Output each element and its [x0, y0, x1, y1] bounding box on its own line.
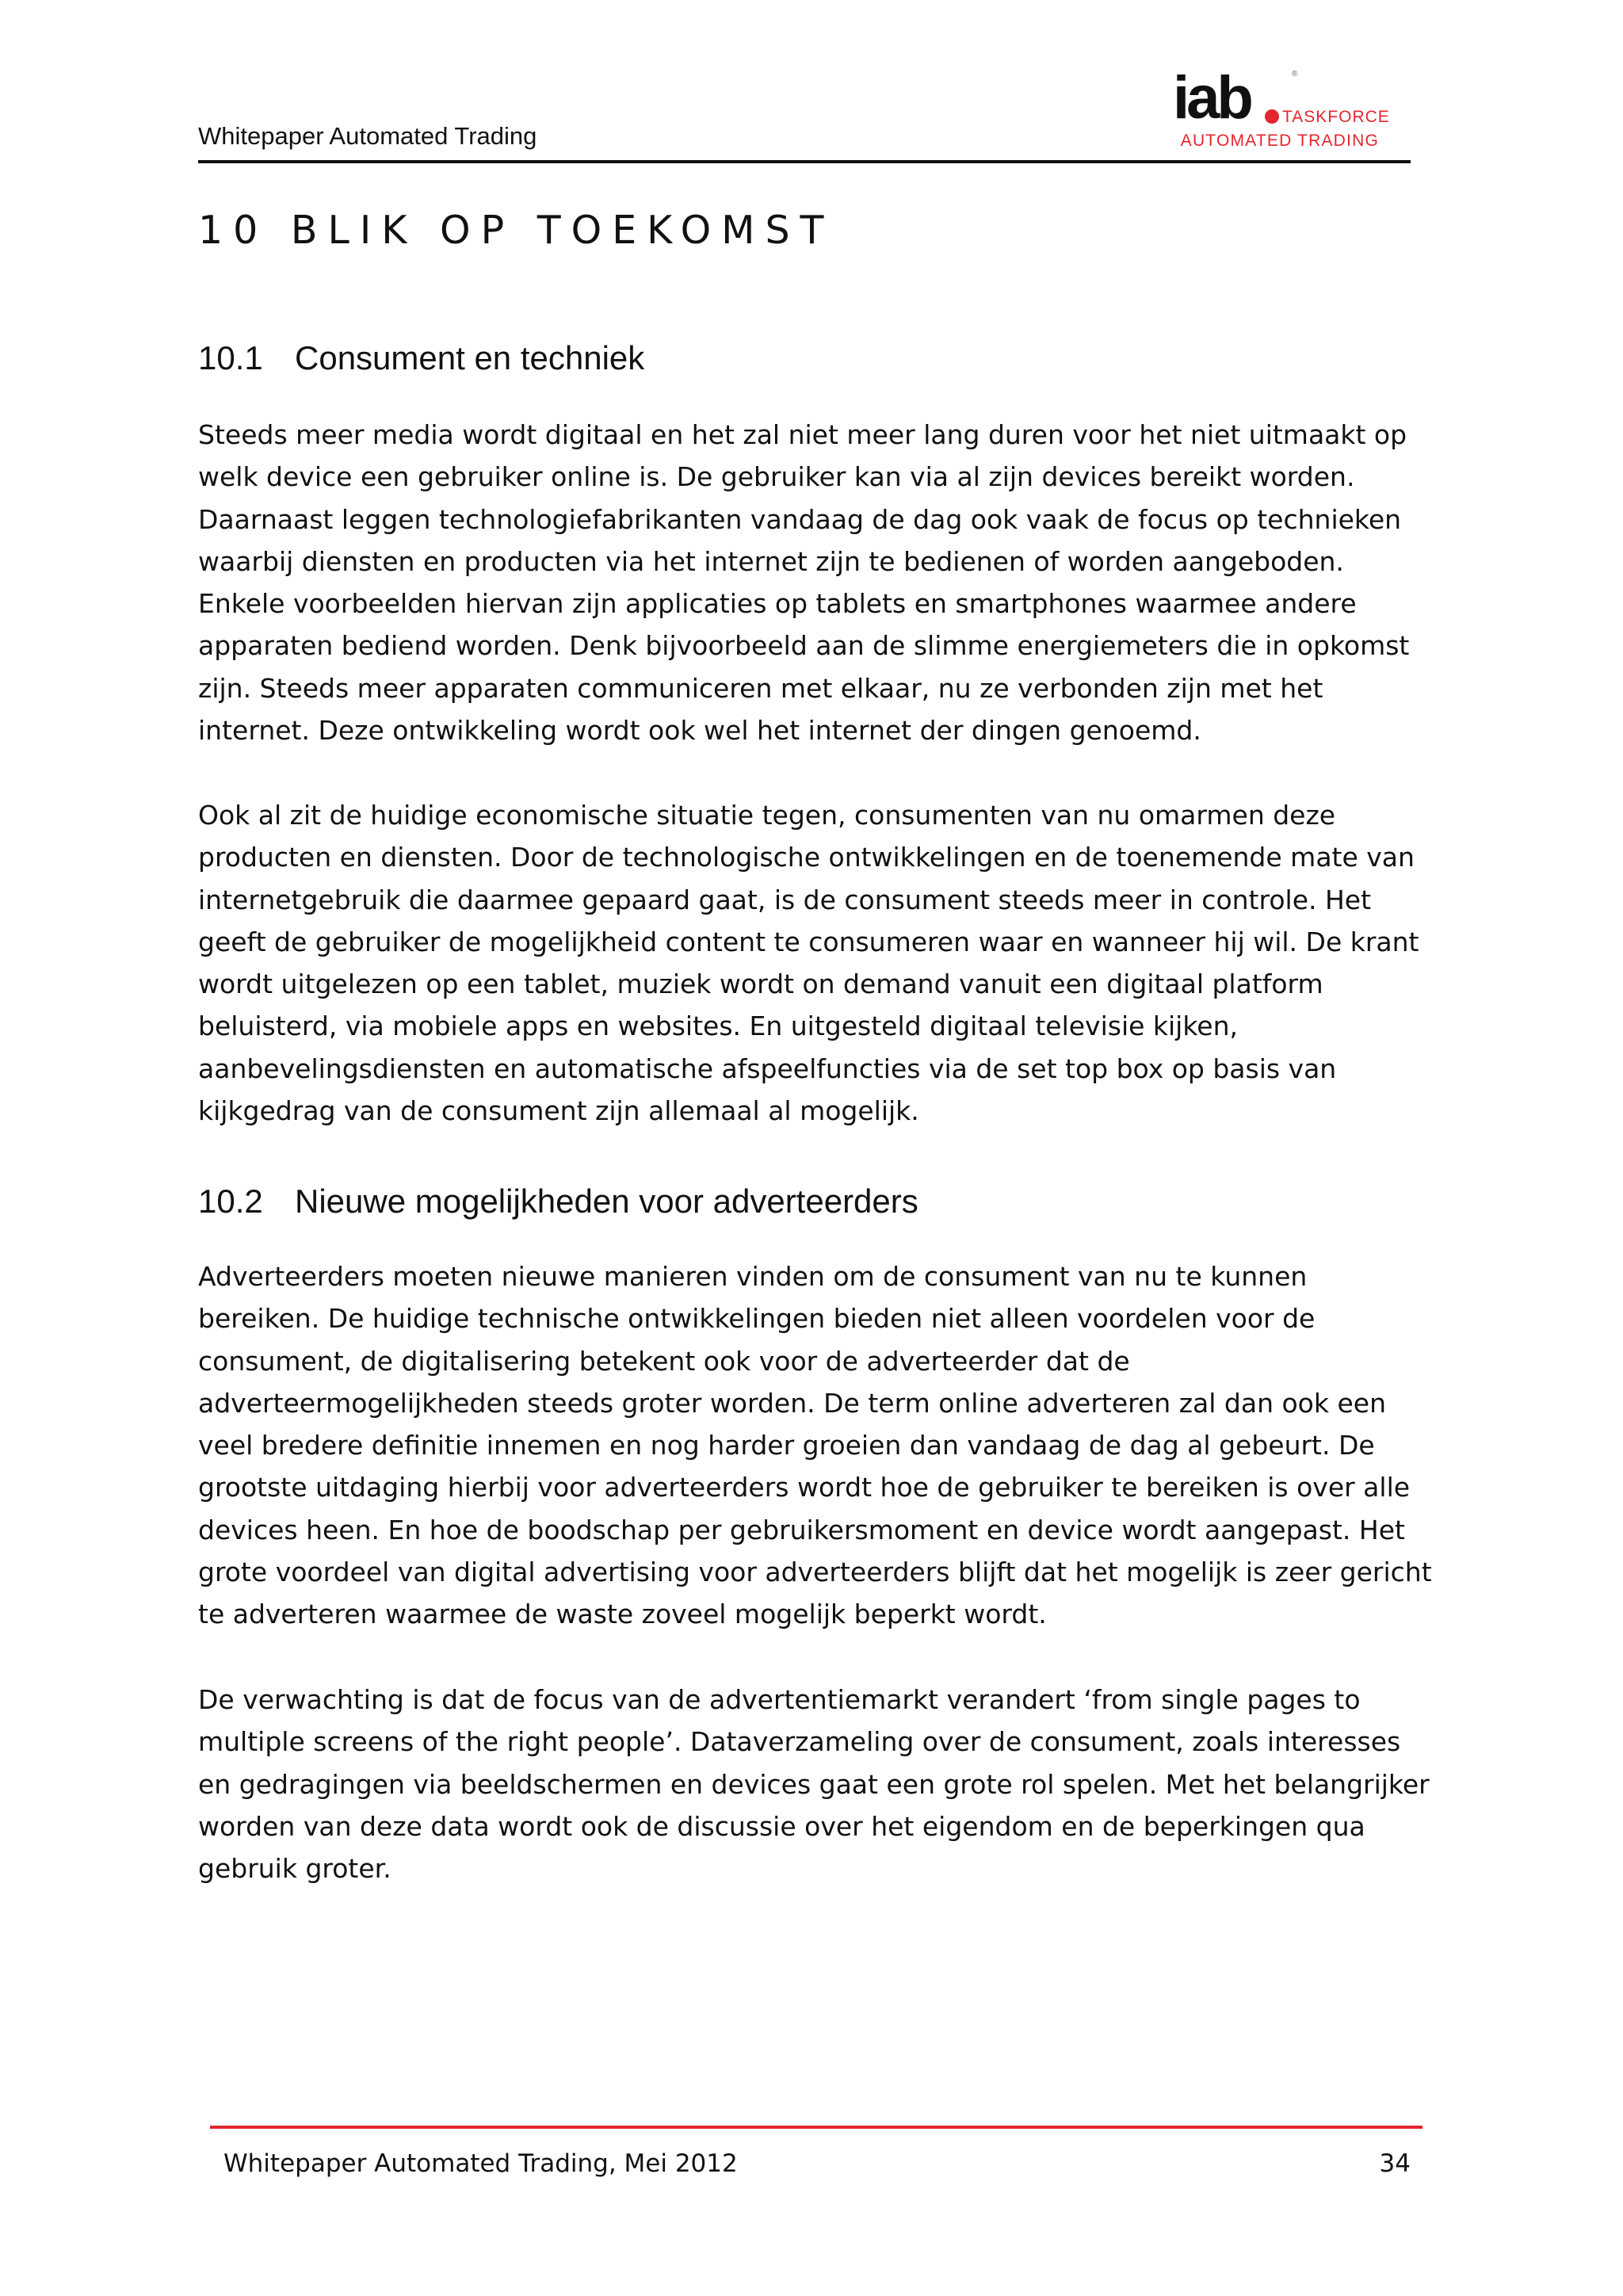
section-heading-10-1	[198, 339, 644, 377]
logo-registered-mark: ®	[1292, 70, 1298, 78]
page-number: 34	[1379, 2149, 1411, 2178]
paragraph: Steeds meer media wordt digitaal en het zal niet meer lang duren voor het niet uitmaakt op welk device een gebruiker online is. De gebruiker kan via al zijn devices bereikt worden. Daarnaast leggen technologiefabrikanten vandaag de dag ook vaak de focus op technieken waarbij diensten en producten via het internet zijn te bedienen of worden aangeboden. Enkele voorbeelden hiervan zijn applicaties op tablets en smartphones waarmee andere apparaten bediend worden. Denk bijvoorbeeld aan de slimme energiemeters die in opkomst zijn. Steeds meer apparaten communiceren met elkaar, nu ze verbonden zijn met het internet. Deze ontwikkeling wordt ook wel het internet der dingen genoemd.	[198, 419, 1410, 747]
footer-document-title: Whitepaper Automated Trading, Mei 2012	[223, 2149, 738, 2178]
iab-taskforce-logo	[1173, 64, 1403, 155]
logo-automated-trading-text: AUTOMATED TRADING	[1180, 132, 1379, 150]
logo-dot-icon	[1265, 109, 1279, 124]
logo-taskforce-text: TASKFORCE	[1282, 108, 1390, 126]
paragraph: Adverteerders moeten nieuwe manieren vinden om de consument van nu te kunnen bereiken. De huidige technische ontwikkelingen bieden niet alleen voordelen voor de consument, de digitalisering betekent ook voor de adverteerder dat de adverteermogelijkheden steeds groter worden. De term online adverteren zal dan ook een veel bredere definitie innemen en nog harder groeien dan vandaag de dag al gebeurt. De grootste uitdaging hierbij voor adverteerders wordt hoe de gebruiker te bereiken is over alle devices heen. En hoe de boodschap per gebruikersmoment en device wordt aangepast. Het grote voordeel van digital advertising voor adverteerders blijft dat het mogelijk is zeer gericht te adverteren waarmee de waste zoveel mogelijk beperkt wordt.	[198, 1261, 1432, 1630]
section-title-text: Nieuwe mogelijkheden voor adverteerders	[295, 1182, 918, 1220]
footer-divider	[210, 2126, 1423, 2129]
section-number: 10.2	[198, 1182, 263, 1220]
section-title-text: Consument en techniek	[295, 339, 645, 376]
section-number: 10.1	[198, 339, 263, 376]
logo-wordmark: iab	[1173, 64, 1251, 132]
section-heading-10-2	[198, 1182, 918, 1221]
page-header	[198, 63, 1411, 163]
header-title: Whitepaper Automated Trading	[198, 122, 537, 150]
header-divider	[198, 160, 1411, 163]
paragraph: Ook al zit de huidige economische situatie tegen, consumenten van nu omarmen deze producten en diensten. Door de technologische ontwikkelingen en de toenemende mate van internetgebruik die daarmee gepaard gaat, is de consument steeds meer in controle. Het geeft de gebruiker de mogelijkheid content te consumeren waar en wanneer hij wil. De krant wordt uitgelezen op een tablet, muziek wordt on demand vanuit een digitaal platform beluisterd, via mobiele apps en websites. En uitgesteld digitaal televisie kijken, aanbevelingsdiensten en automatische afspeelfuncties via de set top box op basis van kijkgedrag van de consument zijn allemaal al mogelijk.	[198, 800, 1419, 1127]
chapter-title: 10 BLIK OP TOEKOMST	[198, 208, 834, 253]
paragraph: De verwachting is dat de focus van de advertentiemarkt verandert ‘from single pages to multiple screens of the right people’. Dataverzameling over de consument, zoals interesses en gedragingen via beeldschermen en devices gaat een grote rol spelen. Met het belangrijker worden van deze data wordt ook de discussie over het eigendom en de beperkingen qua gebruik groter.	[198, 1684, 1430, 1885]
